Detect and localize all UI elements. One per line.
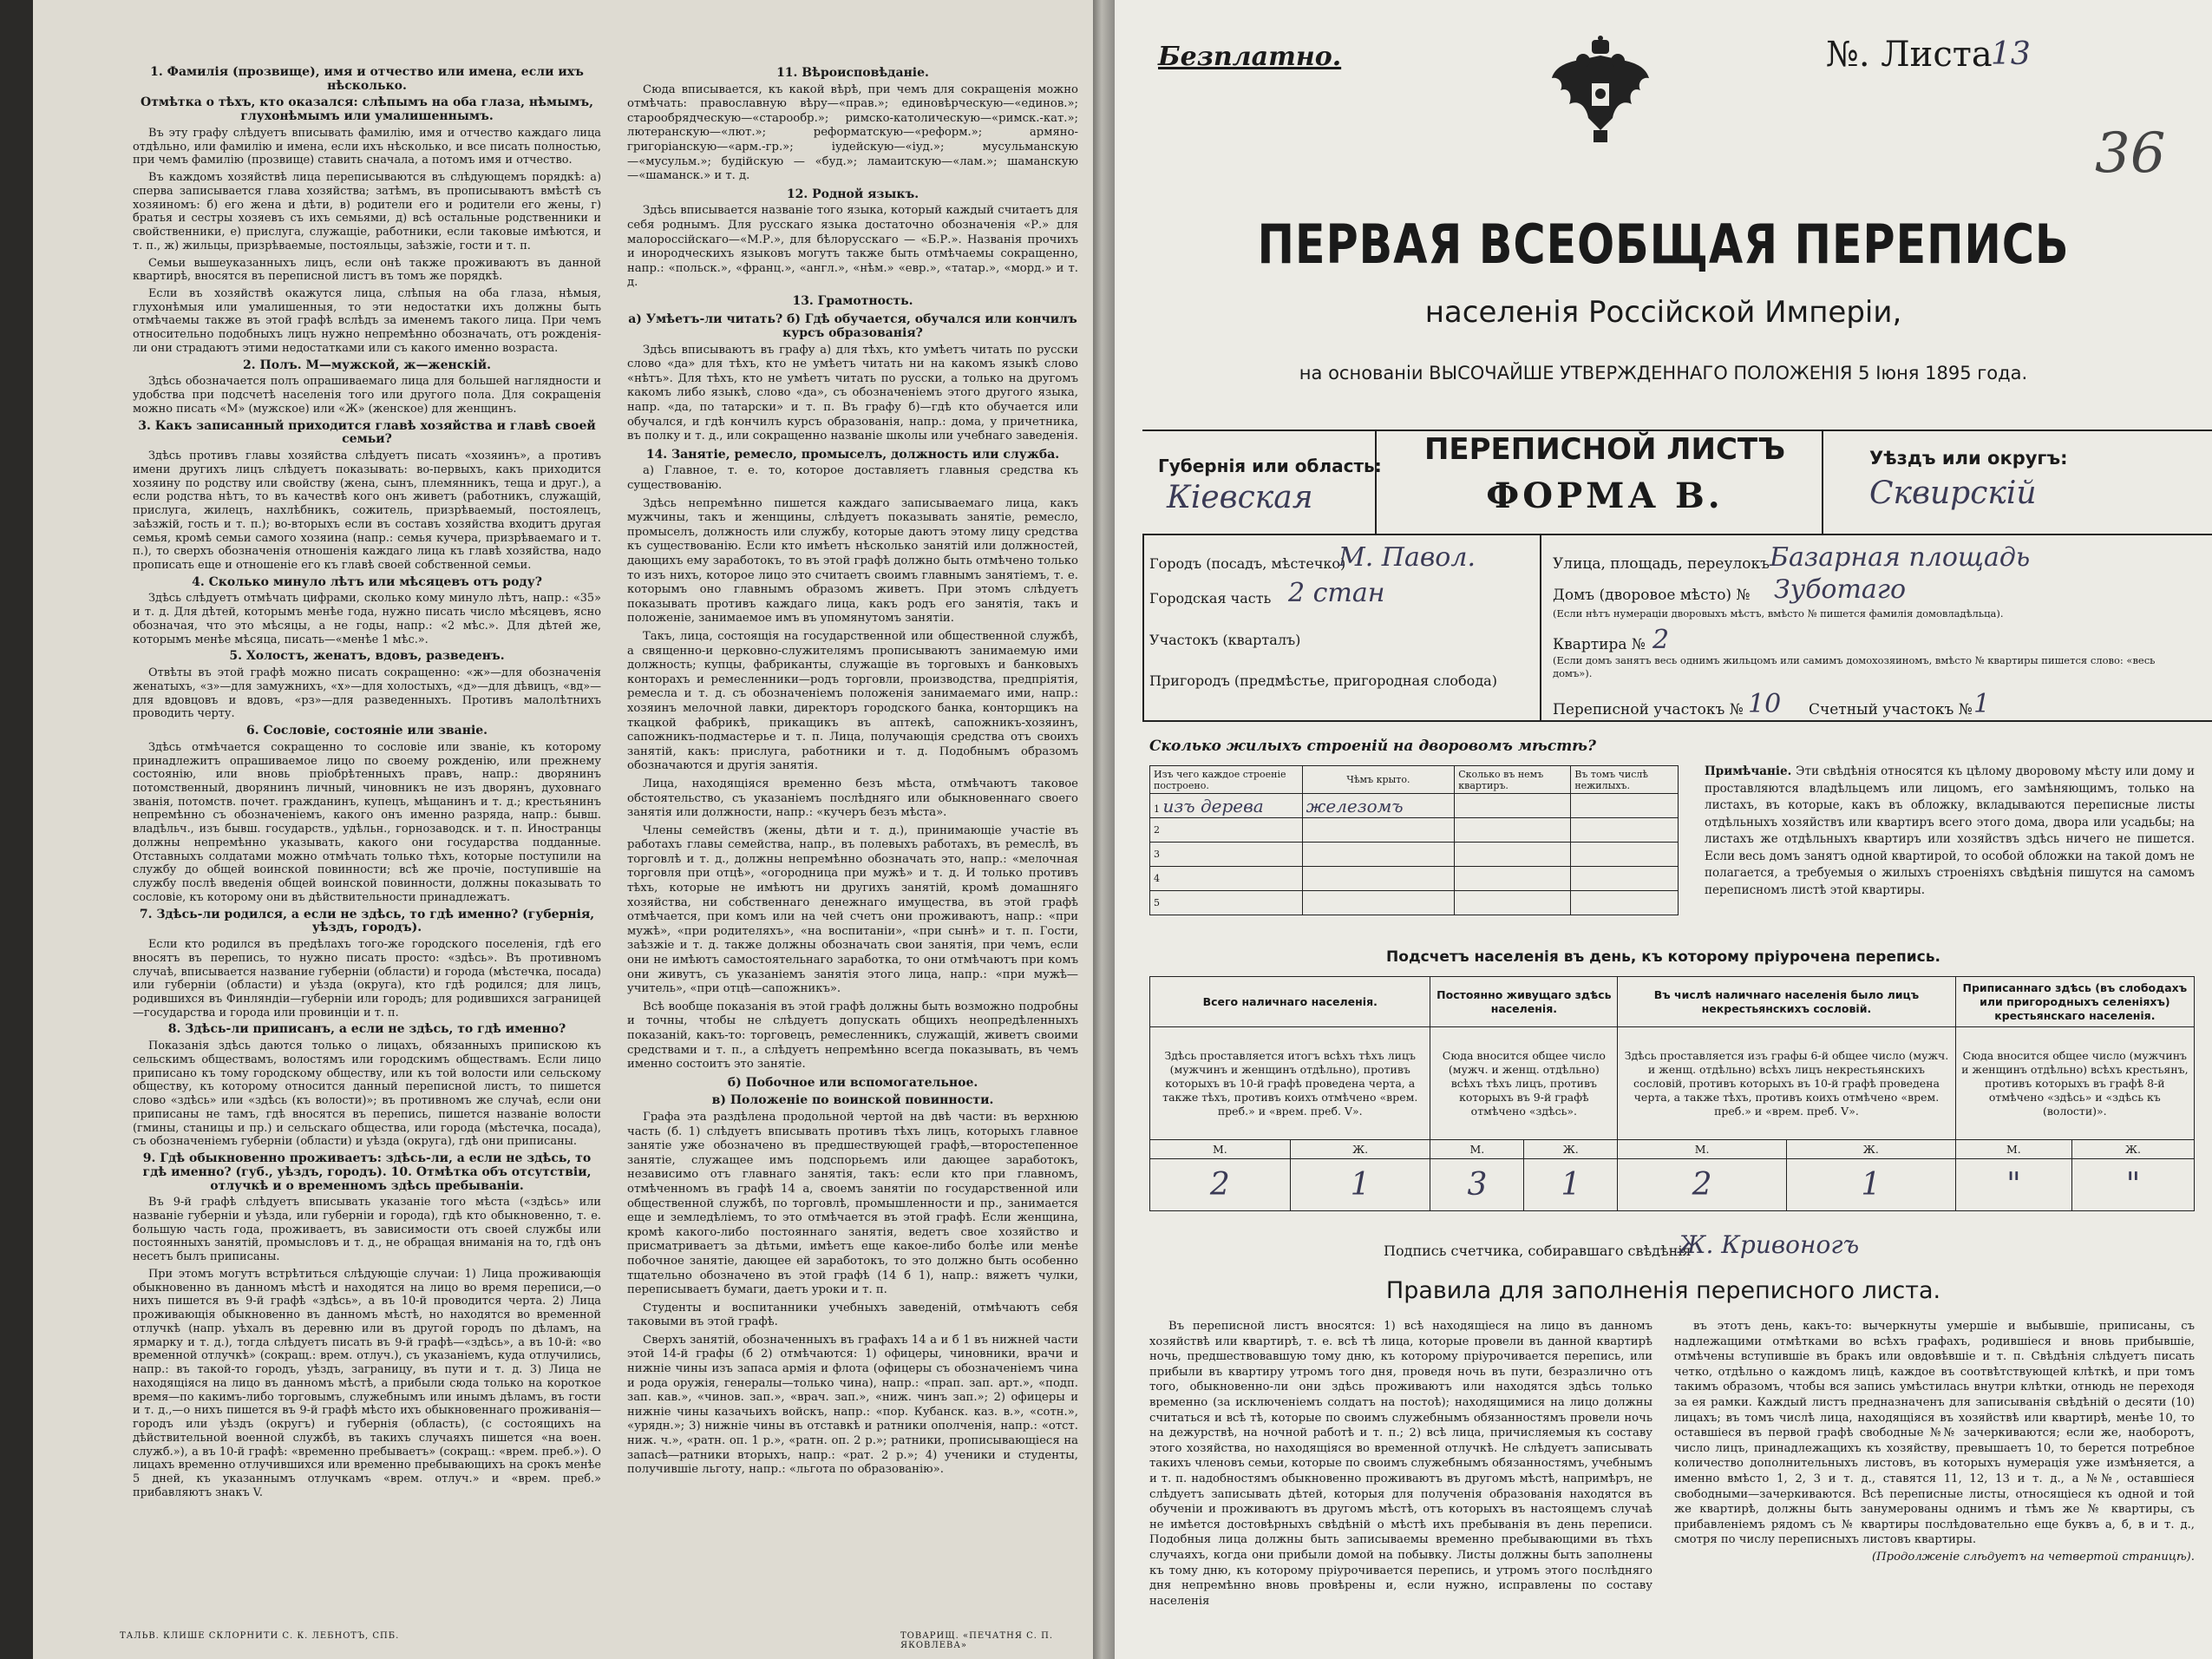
census-area-label: Переписной участокъ №: [1553, 701, 1744, 718]
count-desc-peasant: Сюда вносится общее число (мужчинъ и женщинъ отдѣльно) всѣхъ крестьянъ, противъ которыхъ въ графѣ 8-й отмѣчено «здѣсь» и «здѣсь къ (волости)».: [1955, 1027, 2194, 1140]
instruction-heading: 11. Вѣроисповѣданіе.: [776, 66, 929, 80]
bld-material-value: изъ дерева: [1162, 795, 1264, 816]
apartment-value: 2: [1652, 625, 1670, 655]
sheet-number-label: №. Листа: [1826, 35, 1993, 75]
count-desc-permanent: Сюда вносится общее число (мужч. и женщ. отдѣльно) всѣхъ тѣхъ лицъ, противъ которыхъ въ 9-й графѣ отмѣчено «здѣсь».: [1430, 1027, 1618, 1140]
town-value: М. Павол.: [1338, 542, 1476, 573]
house-label: Домъ (дворовое мѣсто) №: [1553, 587, 1751, 604]
instruction-heading: 3. Какъ записанный приходится главѣ хозяйства и главѣ своей семьи?: [138, 418, 596, 447]
instructions-page: [33, 0, 1093, 1659]
instruction-paragraph: При этомъ могутъ встрѣтиться слѣдующіе случаи: 1) Лица проживающія обыкновенно въ данномъ мѣстѣ и находятся на лицо во время переписи,—о нихъ пишется въ 9-й графѣ «здѣсь», а въ 10-й проводится черта. 2) Лица проживающія обыкновенно въ данномъ мѣстѣ, но находятся во временной отлучкѣ (напр. уѣхалъ въ деревню или въ другой городъ по дѣламъ, на ярмарку и т. д.), тогда слѣдуетъ писать въ 9-й графѣ—«здѣсь», а въ 10-й: «во временной отлучкѣ» (сокращ.: врем. отлуч.), съ указаніемъ, куда отлучились, напр.: въ такой-то городъ, уѣздъ, заграницу, въ пути и т. д. 3) Лица не находящіяся на лицо въ данномъ мѣстѣ, а прибыли сюда только на короткое время—по какимъ-либо торговымъ, служебнымъ или инымъ дѣламъ, въ гости и т. д.,—о нихъ пишется въ 9-й графѣ мѣсто ихъ обыкновеннаго проживанія—городъ или уѣздъ (округъ) и губернія (область), (с состоящихъ на дѣйствительной военной службѣ, въ такихъ случаяхъ пишется «на воен. служб.»), а въ 10-й графѣ: «временно пребываетъ» (сокращ.: «врем. преб.»). О лицахъ временно отлучившихся или временно пребывающихъ на срокъ менѣе 5 дней, къ указаннымъ отлучкамъ «врем. отлуч.» и «врем. преб.» прибавляютъ знакъ V.: [133, 1267, 601, 1499]
town-label: Городъ (посадъ, мѣстечко): [1149, 555, 1346, 572]
form-title: ПЕРЕПИСНОЙ ЛИСТЪ: [1423, 432, 1786, 467]
instruction-heading: 4. Сколько минуло лѣтъ или мѣсяцевъ отъ роду?: [192, 574, 542, 589]
count-header-permanent: Постоянно живущаго здѣсь населенія.: [1430, 977, 1618, 1027]
instruction-heading: 7. Здѣсь-ли родился, а если не здѣсь, то гдѣ именно? (губернія, уѣздъ, городъ).: [139, 907, 595, 935]
house-note: (Если нѣтъ нумераціи дворовыхъ мѣстъ, вмѣсто № пишется фамилія домовладѣльца).: [1553, 607, 2004, 620]
instruction-heading: б) Побочное или вспомогательное.: [727, 1075, 978, 1090]
instruction-heading: 8. Здѣсь-ли приписанъ, а если не здѣсь, то гдѣ именно?: [167, 1022, 566, 1037]
male-label: М.: [1430, 1140, 1524, 1159]
legal-basis: на основаніи ВЫСОЧАЙШЕ УТВЕРЖДЕННАГО ПОЛОЖЕНІЯ 5 Іюня 1895 года.: [1299, 363, 2028, 384]
count-header-peasant: Приписаннаго здѣсь (въ слободахъ или пригородныхъ селеніяхъ) крестьянскаго населенія.: [1955, 977, 2194, 1027]
count-desc-total: Здѣсь проставляется итогъ всѣхъ тѣхъ лицъ (мужчинъ и женщинъ отдѣльно), противъ которыхъ въ 10-й графѣ проведена черта, а также тѣхъ, противъ коихъ отмѣчено «врем. преб.» и «врем. преб. V».: [1150, 1027, 1430, 1140]
instruction-paragraph: Семьи вышеуказанныхъ лицъ, если онѣ также проживаютъ въ данной квартирѣ, вносятся въ переписной листъ въ томъ же порядкѣ.: [133, 256, 601, 284]
table-row: 4: [1150, 867, 1679, 891]
instruction-paragraph: Показанія здѣсь даются только о лицахъ, обязанныхъ припискою къ сельскимъ обществамъ, волостямъ или городскимъ обществамъ. Если лицо приписано къ тому городскому обществу, или къ той волости или сельскому обществу, къ которому относится данный переписной листъ, то пишется слово «здѣсь» или «здѣсь (къ волости)»; въ противномъ же случаѣ, если они приписаны не тамъ, гдѣ вносятся въ перепись, пишется названіе волости (гмины, станицы и пр.) и сельскаго общества, или города (мѣстечка, посада), съ обозначеніемъ губерніи (области) и уѣзда (округа), гдѣ они приписаны.: [133, 1039, 601, 1149]
signature-value: Ж. Кривоногъ: [1679, 1230, 1860, 1259]
count-title: Подсчетъ населенія въ день, къ которому пріурочена перепись.: [1386, 948, 1940, 966]
house-value: Зуботаго: [1774, 574, 1907, 605]
suburb-label: Пригородъ (предмѣстье, пригородная слобода): [1149, 672, 1497, 689]
census-area-value: 10: [1748, 689, 1782, 719]
census-form-page: [1115, 0, 2212, 1659]
street-value: Базарная площадь: [1770, 542, 2031, 573]
buildings-note: [1705, 764, 2195, 899]
instruction-paragraph: Здѣсь слѣдуетъ отмѣчать цифрами, сколько кому минуло лѣтъ, напр.: «35» и т. д. Для дѣтей, которымъ менѣе года, нужно писать число мѣсяцевъ, ясно обозначая, что это мѣсяцы, а не годы, напр.: «2 мѣс.». Для дѣтей же, которымъ менѣе мѣсяца, писать—«менѣе 1 мѣс.».: [133, 592, 601, 646]
sheet-number-value: 13: [1991, 36, 2031, 72]
male-label: М.: [1955, 1140, 2071, 1159]
instruction-heading: 9. Гдѣ обыкновенно проживаетъ: здѣсь-ли, а если не здѣсь, то гдѣ именно? (губ., уѣздъ, городъ). 10. Отмѣтка объ отсутствіи, отлучкѣ и о временномъ здѣсь пребываніи.: [142, 1151, 592, 1193]
female-label: Ж.: [1290, 1140, 1430, 1159]
count-desc-nonpeasant: Здѣсь проставляется изъ графы 6-й общее число (мужч. и женщ. отдѣльно) всѣхъ лицъ некрестьянскихъ сословій, противъ которыхъ въ 10-й графѣ проведена черта, а также тѣхъ, противъ коихъ отмѣчено «врем. преб.» и «врем. преб. V».: [1618, 1027, 1955, 1140]
apartment-note: (Если домъ занятъ весь однимъ жильцомъ или самимъ домохозяиномъ, вмѣсто № квартиры пишется слово: «весь домъ»).: [1553, 654, 2156, 679]
instructions-column-1: [133, 62, 601, 1503]
rules-text-left: Въ переписной листъ вносятся: 1) всѣ находящіеся на лицо въ данномъ хозяйствѣ или квартирѣ, т. е. всѣ тѣ лица, которые провели въ данной квартирѣ ночь, предшествовавшую тому дню, къ которому пріурочивается перепись, или прибыли въ квартиру утромъ того дня, проведя ночь въ пути, безразлично отъ того, обыкновенно-ли они здѣсь проживаютъ или находятся здѣсь только временно (за исключеніемъ солдатъ на постоѣ); находящимися на лицо должны считаться и всѣ тѣ, которые по своимъ служебнымъ обязанностямъ провели ночь на дежурствѣ, на ночной работѣ и т. п.; 2) всѣ лица, причисляемыя къ составу этого хозяйства, но находящіяся во временной отлучкѣ. Не слѣдуетъ записывать такихъ членовъ семьи, которые по своимъ служебнымъ обязанностямъ, учебнымъ и т. п. надобностямъ обыкновенно проживаютъ въ другомъ мѣстѣ, напримѣръ, не слѣдуетъ записывать дѣтей, которыя для полученія образованія находятся въ обученіи и проживаютъ въ другомъ мѣстѣ, отъ которыхъ въ настоящемъ случаѣ не имѣется достовѣрныхъ свѣдѣній о мѣстѣ ихъ пребыванія въ день переписи. Подобныя лица должны быть записываемы временно пребывающими въ тѣхъ случаяхъ, когда они прибыли домой на побывку. Листы должны быть заполнены къ тому дню, къ которому пріурочивается перепись, и утромъ этого послѣдняго дня непремѣнно вновь провѣрены и, если нужно, исправлены по составу населенія: [1149, 1320, 1652, 1608]
table-row: 2: [1150, 818, 1679, 843]
signature-label: Подпись счетчика, собиравшаго свѣдѣнія: [1384, 1243, 1692, 1259]
count-header-total: Всего наличнаго населенія.: [1150, 977, 1430, 1027]
book-gutter: [1093, 0, 1115, 1659]
buildings-table: [1149, 765, 1679, 915]
district-label: Уѣздъ или округъ:: [1869, 448, 2068, 469]
instruction-heading: Отмѣтка о тѣхъ, кто оказался: слѣпымъ на оба глаза, нѣмымъ, глухонѣмымъ или умалишеннымъ.: [141, 95, 593, 124]
instruction-paragraph: Сверхъ занятій, обозначенныхъ въ графахъ 14 а и б 1 въ нижней части этой 14-й графы (б 2) отмѣчаются: 1) офицеры, чиновники, врачи и нижніе чины изъ запаса армія и флота (офицеры съ обозначеніемъ чина и рода оружія, генералы—только чина), напр.: «прап. зап. арт.», «подп. зап. кав.», «чинов. зап.», «врач. зап.», «ниж. чинъ зап.»; 2) офицеры и нижніе чины казачьихъ войскъ, напр.: «пор. Кубанск. каз. в.», «сотн.», «урядн.»; 3) нижніе чины въ отставкѣ и ратники ополченія, напр.: «отст. ниж. ч.», «ратн. оп. 1 р.», «ратн. оп. 2 р.»; ратники, прописывающіеся на запасѣ—ратники вторыхъ, напр.: «рат. 2 р.»; 4) ученики и студенты, получившіе льготу, напр.: «льгота по образованію».: [627, 1333, 1078, 1477]
bld-header-vacant: Въ томъ числѣ нежилыхъ.: [1574, 768, 1649, 791]
instruction-paragraph: Въ каждомъ хозяйствѣ лица переписываются въ слѣдующемъ порядкѣ: а) сперва записывается глава хозяйства; затѣмъ, въ прописываютъ вмѣстѣ съ хозяиномъ: б) его жена и дѣти, в) родители его и родители его жены, г) братья и сестры хозяевъ съ ихъ семьями, д) всѣ остальные родственники и свойственники, е) прислуга, служащіе, работники, если таковые имѣются, и т. п., ж) жильцы, призрѣваемые, постояльцы, заѣзжіе, гости и т. п.: [133, 171, 601, 252]
count-header-nonpeasant: Въ числѣ наличнаго населенія было лицъ некрестьянскихъ сословій.: [1618, 977, 1955, 1027]
instruction-heading: 2. Полъ. М—мужской, ж—женскій.: [243, 357, 491, 372]
instruction-heading: в) Положеніе по воинской повинности.: [711, 1093, 994, 1108]
instruction-paragraph: Всѣ вообще показанія въ этой графѣ должны быть возможно подробны и точны, чтобы не слѣдуетъ допускать общихъ неопредѣленныхъ показаній, какъ-то: торговецъ, ремесленникъ, служащій, живетъ своими средствами и т. п., а слѣдуетъ непремѣнно всегда показывать, въ чемъ именно состоитъ это занятіе.: [627, 1000, 1078, 1072]
male-label: М.: [1150, 1140, 1291, 1159]
census-title: ПЕРВАЯ ВСЕОБЩАЯ ПЕРЕПИСЬ: [1257, 213, 2070, 276]
census-subtitle: населенія Россійской Имперіи,: [1424, 295, 1902, 330]
instruction-heading: 1. Фамилія (прозвище), имя и отчество или имена, если ихъ нѣсколько.: [150, 65, 584, 93]
table-row: 1 изъ дерева железомъ: [1150, 794, 1679, 818]
instruction-paragraph: Здѣсь противъ главы хозяйства слѣдуетъ писать «хозяинъ», а противъ имени другихъ лицъ слѣдуетъ показывать: во-первыхъ, какъ приходится хозяину по родству или свойству (жена, сынъ, племянникъ, теща и друг.), а если родства нѣтъ, то въ качествѣ кого онъ живетъ (работникъ, служащій, прислуга, жилецъ, нахлѣбникъ, сожитель, призрѣваемый, постоялецъ, заѣзжій, гость и т. п.); во-вторыхъ если въ составъ хозяйства входитъ другая семья, кромѣ семьи самого хозяина (напр.: семья кучера, призрѣваемаго и т. п.), то сверхъ обозначенія отношенія каждаго лица къ главѣ хозяйства, надо прописать еще и отношеніе его къ главѣ своей собственной семьи.: [133, 449, 601, 572]
street-label: Улица, площадь, переулокъ: [1553, 555, 1770, 573]
instruction-paragraph: Если кто родился въ предѣлахъ того-же городского поселенія, гдѣ его вносятъ въ перепись, то нужно писать просто: «здѣсь». Въ противномъ случаѣ, вписывается название губерніи (области) и города (мѣстечка, посада) или губерніи (области) и уѣзда (округа), кто гдѣ родился; для лицъ, родившихся въ Финляндіи—губерніи или городъ; для родившихся заграницей—государства и города или провинціи и т. п.: [133, 938, 601, 1020]
instruction-paragraph: Графа эта раздѣлена продольной чертой на двѣ части: въ верхнюю часть (б. 1) слѣдуетъ вписывать противъ тѣхъ лицъ, которыхъ главное занятіе уже обозначено въ предшествующей графѣ,—второстепенное занятіе, служащее имъ подспорьемъ или дающее заработокъ, независимо отъ главнаго занятія, такъ: если кто при главномъ, отмѣченномъ въ графѣ 14 а, своемъ занятіи по государственной или общественной службѣ, по торговлѣ, промышленности и пр., занимается еще и земледѣліемъ, то это отмѣчается въ этой графѣ. Если женщина, кромѣ какого-либо постояннаго занятія, ведетъ свое хозяйство и присматриваетъ за дѣтьми, имѣетъ еще какое-либо болѣе или менѣе побочное занятіе, дающее ей заработокъ, то это должно быть особенно тщательно обозначено въ этой графѣ (14 б 1), напр.: вяжетъ чулки, переписываетъ бумаги, даетъ уроки и т. п.: [627, 1110, 1078, 1297]
instruction-heading: 13. Грамотность.: [792, 293, 913, 308]
instruction-paragraph: Члены семействъ (жены, дѣти и т. д.), принимающіе участіе въ работахъ главы семейства, напр., въ полевыхъ работахъ, въ ремеслѣ, въ торговлѣ и т. д., должны непремѣнно обозначать это, напр.: «мелочная торговля при отцѣ», «огородница при мужѣ» и т. д. И только противъ тѣхъ, которые не имѣютъ ни другихъ занятій, кромѣ домашняго хозяйства, ни собственнаго денежнаго имущества, въ этой графѣ отмѣчается, при комъ или на чей счетъ они проживаютъ, напр.: «при мужѣ», «при родителяхъ», «на воспитаніи», «при сынѣ» и т. п. Гости, заѣзжіе и т. д. также должны обозначать свои занятія, при чемъ, если они не имѣютъ самостоятельнаго заработка, то они отмѣчаютъ при комъ они живутъ, съ указаніемъ занятія этого лица, напр.: «при мужѣ—учитель», «при отцѣ—сапожникъ».: [627, 823, 1078, 996]
instruction-paragraph: Въ 9-й графѣ слѣдуетъ вписывать указаніе того мѣста («здѣсь» или названіе губерніи и уѣзда, или губерніи и города), гдѣ кто обыкновенно, т. е. большую часть года, проживаетъ, въ зависимости отъ своей службы или постоянныхъ занятій, промысловъ и т. д., не обращая вниманія на то, гдѣ онъ несетъ былъ приписаны.: [133, 1196, 601, 1264]
bld-roof-value: железомъ: [1302, 794, 1455, 818]
male-label: М.: [1618, 1140, 1787, 1159]
section-label: Участокъ (кварталъ): [1149, 632, 1301, 648]
city-part-label: Городская часть: [1149, 590, 1272, 607]
table-row: 3: [1150, 843, 1679, 867]
form-letter: ФОРМА В.: [1486, 475, 1724, 516]
printer-footer-right: ТОВАРИЩ. «ПЕЧАТНЯ С. П. ЯКОВЛЕВА»: [900, 1631, 1054, 1650]
apartment-label: Квартира №: [1553, 636, 1646, 653]
instruction-paragraph: Сюда вписывается, къ какой вѣрѣ, при чемъ для сокращенія можно отмѣчать: православную вѣру—«прав.»; единовѣрческую—«единов.»; старообрядческую—«старообр.»; римско-католическую—«римск.-кат.»; лютеранскую—«лют.»; реформатскую—«реформ.»; армяно-григоріанскую—«арм.-гр.»; іудейскую—«іуд.»; мусульманскую—«мусульм.»; будійскую — «буд.»; ламаитскую—«лам.»; шаманскую—«шаманск.» и т. д.: [627, 82, 1078, 183]
province-label: Губернія или область:: [1158, 456, 1382, 476]
instruction-paragraph: Здѣсь обозначается полъ опрашиваемаго лица для большей наглядности и удобства при подсчетѣ населенія того или другого пола. Для сокращенія можно писать «М» (мужское) или «Ж» (женское) для женщинъ.: [133, 375, 601, 416]
instruction-paragraph: Такъ, лица, состоящія на государственной или общественной службѣ, а священно-и церковно-служителямъ прописываютъ занимаемую ими должность; купцы, фабриканты, служащіе въ торговыхъ и банковыхъ конторахъ и ремесленники—родъ торговли, производства, предпріятія, ремесла и т. д. съ обозначеніемъ положенія занимаемаго ими, напр.: хозяинъ мелочной лавки, директоръ городского банка, конторщикъ на ткацкой фабрикѣ, прикащикъ въ аптекѣ, сапожникъ-хозяинъ, сапожникъ-подмастерье и т. п. Лица, получающія средства отъ своихъ занятій, какъ: прислуга, работники и т. д. Подобнымъ образомъ обозначаются и другія занятія.: [627, 629, 1078, 773]
population-count-table: [1149, 976, 2195, 1211]
instruction-heading: 6. Сословіе, состояніе или званіе.: [245, 724, 488, 738]
count-total-female: 1: [1290, 1159, 1430, 1211]
count-permanent-male: 3: [1430, 1159, 1524, 1211]
female-label: Ж.: [1786, 1140, 1955, 1159]
counter-area-label: Счетный участокъ №: [1809, 701, 1973, 718]
instruction-paragraph: Здѣсь отмѣчается сокращенно то сословіе или званіе, къ которому принадлежитъ опрашиваемое лицо по своему рожденію, или прежнему состоянію, или вновь пріобрѣтенныхъ правъ, напр.: дворянинъ потомственный, дворянинъ личный, чиновникъ не изъ дворянъ, духовнаго званія, потомств. почет. гражданинъ, купецъ, мѣщанинъ и т. д.; крестьянинъ непремѣнно съ обозначеніемъ, какого онъ именно разряда, напр.: бывш. владѣльч., изъ бывш. государств., удѣльн., горнозаводск. и т. п. Иностранцы должны непремѣнно указывать, какого они государства подданные. Отставныхъ солдатами можно отмѣчать только тѣхъ, которые поступили на службу до общей воинской повинности; всѣ же прочіе, поступившіе на службу послѣ введенія общей воинской повинности, должны показывать то сословіе, къ которому они въ дѣйствительности принадлежатъ.: [133, 740, 601, 904]
count-total-male: 2: [1150, 1159, 1291, 1211]
instruction-heading: а) Умѣетъ-ли читать? б) Гдѣ обучается, обучался или кончилъ курсъ образованія?: [628, 311, 1077, 341]
counter-area-value: 1: [1973, 689, 1991, 719]
instructions-column-2: [627, 62, 1078, 1481]
bld-header-apartments: Сколько въ немъ квартиръ.: [1458, 768, 1544, 791]
female-label: Ж.: [2072, 1140, 2195, 1159]
instruction-heading: 14. Занятіе, ремесло, промыселъ, должность или служба.: [645, 447, 1060, 462]
count-nonpeasant-male: 2: [1618, 1159, 1787, 1211]
instruction-paragraph: Въ эту графу слѣдуетъ вписывать фамилію, имя и отчество каждаго лица отдѣльно, или фамилію и имена, если ихъ нѣсколько, и все писать полностью, при чемъ фамилію (прозвище) ставить сначала, а потомъ имя и отчество.: [133, 126, 601, 167]
instruction-paragraph: Отвѣты въ этой графѣ можно писать сокращенно: «ж»—для обозначенія женатыхъ, «з»—для замужнихъ, «х»—для холостыхъ, «д»—для дѣвицъ, «вд»—для вдовцовъ и вдовъ, «рз»—для разведенныхъ. Противъ малолѣтнихъ проводить черту.: [133, 666, 601, 721]
instruction-paragraph: Студенты и воспитанники учебныхъ заведеній, отмѣчаютъ себя таковыми въ этой графѣ.: [627, 1301, 1078, 1329]
archive-folio-number: 36: [2095, 121, 2166, 186]
rules-text-right: въ этотъ день, какъ-то: вычеркнуты умершіе и выбывшіе, приписаны, съ надлежащими отмѣтками во всѣхъ графахъ, родившіеся и вновь прибывшіе, отмѣчены вступившіе въ бракъ или овдовѣвшіе и т. п. Свѣдѣнія слѣдуетъ писать четко, отдѣльно о каждомъ лицѣ, каждое въ соотвѣтствующей клѣткѣ, и при томъ такимъ образомъ, чтобы вся запись умѣстилась внутри клѣтки, отнюдь не переходя за ея рамки. Каждый листъ предназначенъ для записыванія свѣдѣній о десяти (10) лицахъ; въ томъ числѣ лица, находящіяся въ хозяйствѣ или квартирѣ, менѣе 10, то оставшіеся въ первой графѣ свободные №№ зачеркиваются; если же, наоборотъ, число лицъ, принадлежащихъ къ хозяйству, превышаетъ 10, то берется потребное количество дополнительныхъ листовъ, въ которыхъ нумерація уже измѣняется, а именно вмѣсто 1, 2, 3 и т. д., ставятся 11, 12, 13 и т. д., а №№, оставшіеся свободными—зачеркиваются. Всѣ переписные листы, относящіеся къ одной и той же квартирѣ, должны быть занумерованы однимъ и тѣмъ же № квартиры, съ прибавленіемъ рядомъ съ № квартиры послѣдовательно еще буквъ а, б, в и т. д., смотря по числу переписныхъ листовъ квартиры. (Продолженіе слѣдуетъ на четвертой страницѣ).: [1674, 1320, 2195, 1564]
instruction-paragraph: а) Главное, т. е. то, которое доставляетъ главныя средства къ существованію.: [627, 464, 1078, 493]
instruction-paragraph: Если въ хозяйствѣ окажутся лица, слѣпыя на оба глаза, нѣмыя, глухонѣмыя или умалишенныя, то эти недостатки ихъ должны быть отмѣчаемы также въ этой графѣ вслѣдъ за именемъ такого лица. При чемъ относительно подобныхъ лицъ нужно непремѣнно обозначать, отъ рожденія-ли они страдаютъ этими недостатками или съ какого именно возраста.: [133, 287, 601, 355]
instruction-heading: 5. Холостъ, женатъ, вдовъ, разведенъ.: [229, 649, 505, 664]
rules-title: Правила для заполненія переписного листа.: [1385, 1277, 1941, 1304]
district-value: Сквирскій: [1869, 475, 2037, 511]
imperial-eagle-emblem: [1548, 35, 1652, 148]
printer-footer-left: ТАЛЬВ. КЛИШЕ СКЛОРНИТИ С. К. ЛЕБНОТЪ, СПБ.: [120, 1631, 400, 1641]
count-permanent-female: 1: [1524, 1159, 1618, 1211]
bld-header-roof: Чѣмъ крыто.: [1346, 774, 1410, 785]
instruction-paragraph: Здѣсь вписываютъ въ графу а) для тѣхъ, кто умѣетъ читать по русски слово «да» для тѣхъ, кто не умѣетъ читать ни на какомъ языкѣ слово «нѣтъ». Для тѣхъ, кто не умѣетъ читать по русски, а только на другомъ какомъ либо языкѣ, слово «да», съ обозначеніемъ этого другого языка, напр. «да, по татарски» и т. п. Въ графу б)—гдѣ кто обучается или обучался, и гдѣ кончилъ курсъ образованія, напр.: дома, у причетника, въ полку и т. д., или сокращенно названіе школы или учебнаго заведенія.: [627, 343, 1078, 443]
province-value: Кіевская: [1167, 480, 1313, 515]
note-title: Примѣчаніе.: [1705, 764, 1792, 778]
note-text: Эти свѣдѣнія относятся къ цѣлому дворовому мѣсту или дому и проставляются владѣльцемъ или лицомъ, его замѣняющимъ, только на листахъ, въ которые, какъ въ обложку, вкладываются переписные листы отдѣльныхъ хозяйствъ или квартиръ всего этого дома, двора или усадьбы; на листахъ же отдѣльныхъ квартиръ или хозяйствъ здѣсь ничего не пишется. Если весь домъ занятъ одной квартирой, то особой обложки на такой домъ не полагается, а требуемыя о жилыхъ строеніяхъ свѣдѣнія пишутся на самомъ переписномъ листѣ этой квартиры.: [1705, 764, 2195, 897]
continued-note: (Продолженіе слѣдуетъ на четвертой страницѣ).: [1872, 1550, 2195, 1564]
count-peasant-female: ": [2072, 1159, 2195, 1211]
female-label: Ж.: [1524, 1140, 1618, 1159]
instruction-paragraph: Здѣсь вписывается названіе того языка, который каждый считаетъ для себя роднымъ. Для русскаго языка достаточно обозначенія «Р.» для малороссійскаго—«М.Р.», для бѣлорусскаго — «Б.Р.». Названія прочихъ и инородческихъ языковъ могутъ также быть отмѣчаемы сокращенно, напр.: «польск.», «франц.», «англ.», «нѣм.» «евр.», «татар.», «морд.» и т. д.: [627, 204, 1078, 290]
city-part-value: 2 стан: [1288, 578, 1385, 608]
table-row: 5: [1150, 891, 1679, 915]
instruction-paragraph: Здѣсь непремѣнно пишется каждаго записываемаго лица, какъ мужчины, такъ и женщины, слѣдуетъ показывать занятіе, ремесло, промыселъ, должность или службу, которые даютъ этому лицу средства къ существованію. Если кто имѣетъ нѣсколько занятій или должностей, дающихъ ему заработокъ, то въ этой графѣ должно быть отмѣчено только то изъ нихъ, которое лицо это считаетъ своимъ главнымъ занятіемъ, т. е. которымъ оно главнымъ образомъ живетъ. При этомъ слѣдуетъ показывать противъ каждаго лица, какъ родъ его занятія, такъ и положеніе, занимаемое имъ въ упомянутомъ занятіи.: [627, 496, 1078, 626]
count-nonpeasant-female: 1: [1786, 1159, 1955, 1211]
free-label: Безплатно.: [1158, 42, 1342, 72]
instruction-paragraph: Лица, находящіяся временно безъ мѣста, отмѣчаютъ таковое обстоятельство, съ указаніемъ послѣдняго или обыкновеннаго своего занятія или должности, напр.: «кучеръ безъ мѣста».: [627, 777, 1078, 820]
bld-header-material: Изъ чего каждое строеніе построено.: [1154, 768, 1286, 791]
buildings-question: Сколько жилыхъ строеній на дворовомъ мѣстѣ?: [1149, 738, 1596, 755]
count-peasant-male: ": [1955, 1159, 2071, 1211]
instruction-heading: 12. Родной языкъ.: [786, 187, 919, 201]
